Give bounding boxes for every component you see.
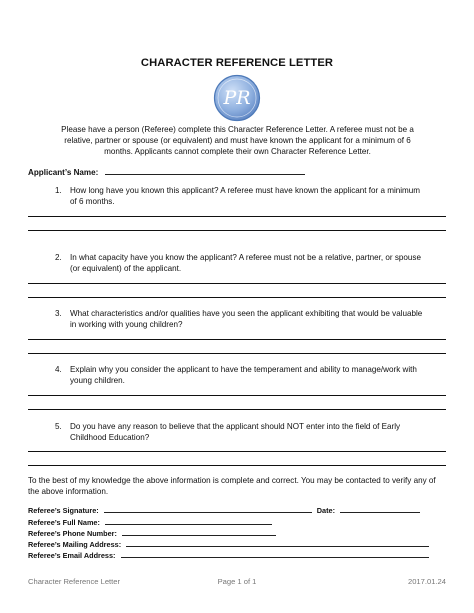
applicant-name-field[interactable] bbox=[105, 166, 305, 175]
answer-line[interactable] bbox=[28, 283, 446, 284]
footer-date: 2017.01.24 bbox=[407, 577, 446, 586]
answer-line[interactable] bbox=[28, 216, 446, 217]
email-address-field[interactable] bbox=[121, 549, 429, 558]
date-field[interactable] bbox=[340, 504, 420, 513]
full-name-field[interactable] bbox=[105, 516, 272, 525]
answer-line[interactable] bbox=[28, 465, 446, 466]
logo-seal bbox=[213, 74, 261, 122]
signature-field[interactable] bbox=[104, 504, 312, 513]
question-text: Explain why you consider the applicant to have the temperament and ability to manage/work with young children. bbox=[70, 365, 417, 385]
answer-line[interactable] bbox=[28, 230, 446, 231]
question-2 bbox=[55, 252, 425, 274]
email-address-row bbox=[28, 549, 429, 560]
full-name-row bbox=[28, 516, 272, 527]
question-text: How long have you known this applicant? A referee must have known the applicant for a minimum of 6 months. bbox=[70, 186, 421, 206]
footer-page-number: Page 1 of 1 bbox=[217, 577, 257, 586]
answer-line[interactable] bbox=[28, 409, 446, 410]
question-number: 5. bbox=[55, 422, 62, 431]
answer-line[interactable] bbox=[28, 339, 446, 340]
applicant-name-row bbox=[28, 166, 305, 177]
document-title: CHARACTER REFERENCE LETTER bbox=[140, 57, 334, 69]
full-name-label: Referee’s Full Name: bbox=[28, 518, 100, 527]
question-text: In what capacity have you know the applicant? A referee must not be a relative, partner, or spouse (or equivalent) of the applicant. bbox=[70, 253, 421, 273]
certification-statement: To the best of my knowledge the above information is complete and correct. You may be contacted to verify any of the above information. bbox=[28, 476, 436, 496]
phone-row bbox=[28, 527, 276, 538]
question-number: 3. bbox=[55, 309, 62, 318]
mailing-address-label: Referee’s Mailing Address: bbox=[28, 540, 122, 549]
answer-line[interactable] bbox=[28, 297, 446, 298]
phone-label: Referee’s Phone Number: bbox=[28, 529, 117, 538]
question-5 bbox=[55, 421, 425, 443]
question-4 bbox=[55, 364, 425, 386]
answer-line[interactable] bbox=[28, 353, 446, 354]
question-text: What characteristics and/or qualities have you seen the applicant exhibiting that would be valuable in working with young children? bbox=[70, 309, 423, 329]
applicant-name-label: Applicant’s Name: bbox=[28, 168, 99, 177]
svg-text:PR: PR bbox=[223, 87, 251, 109]
intro-paragraph: Please have a person (Referee) complete this Character Reference Letter. A referee must not be a relative, partner or spouse (or equivalent) and must have known the applicant for a minimum of 6 months. Applicants cannot complete their own Character Reference Letter. bbox=[61, 125, 414, 156]
email-address-label: Referee’s Email Address: bbox=[28, 551, 116, 560]
answer-line[interactable] bbox=[28, 451, 446, 452]
question-number: 2. bbox=[55, 253, 62, 262]
mailing-address-row bbox=[28, 538, 429, 549]
footer-document-name: Character Reference Letter bbox=[28, 577, 121, 586]
answer-line[interactable] bbox=[28, 395, 446, 396]
question-text: Do you have any reason to believe that the applicant should NOT enter into the field of Early Childhood Education? bbox=[70, 422, 401, 442]
question-1 bbox=[55, 185, 425, 207]
date-label: Date: bbox=[316, 506, 336, 515]
question-number: 1. bbox=[55, 186, 62, 195]
mailing-address-field[interactable] bbox=[126, 538, 429, 547]
signature-row bbox=[28, 504, 420, 515]
phone-field[interactable] bbox=[122, 527, 276, 536]
question-number: 4. bbox=[55, 365, 62, 374]
signature-label: Referee’s Signature: bbox=[28, 506, 99, 515]
question-3 bbox=[55, 308, 425, 330]
